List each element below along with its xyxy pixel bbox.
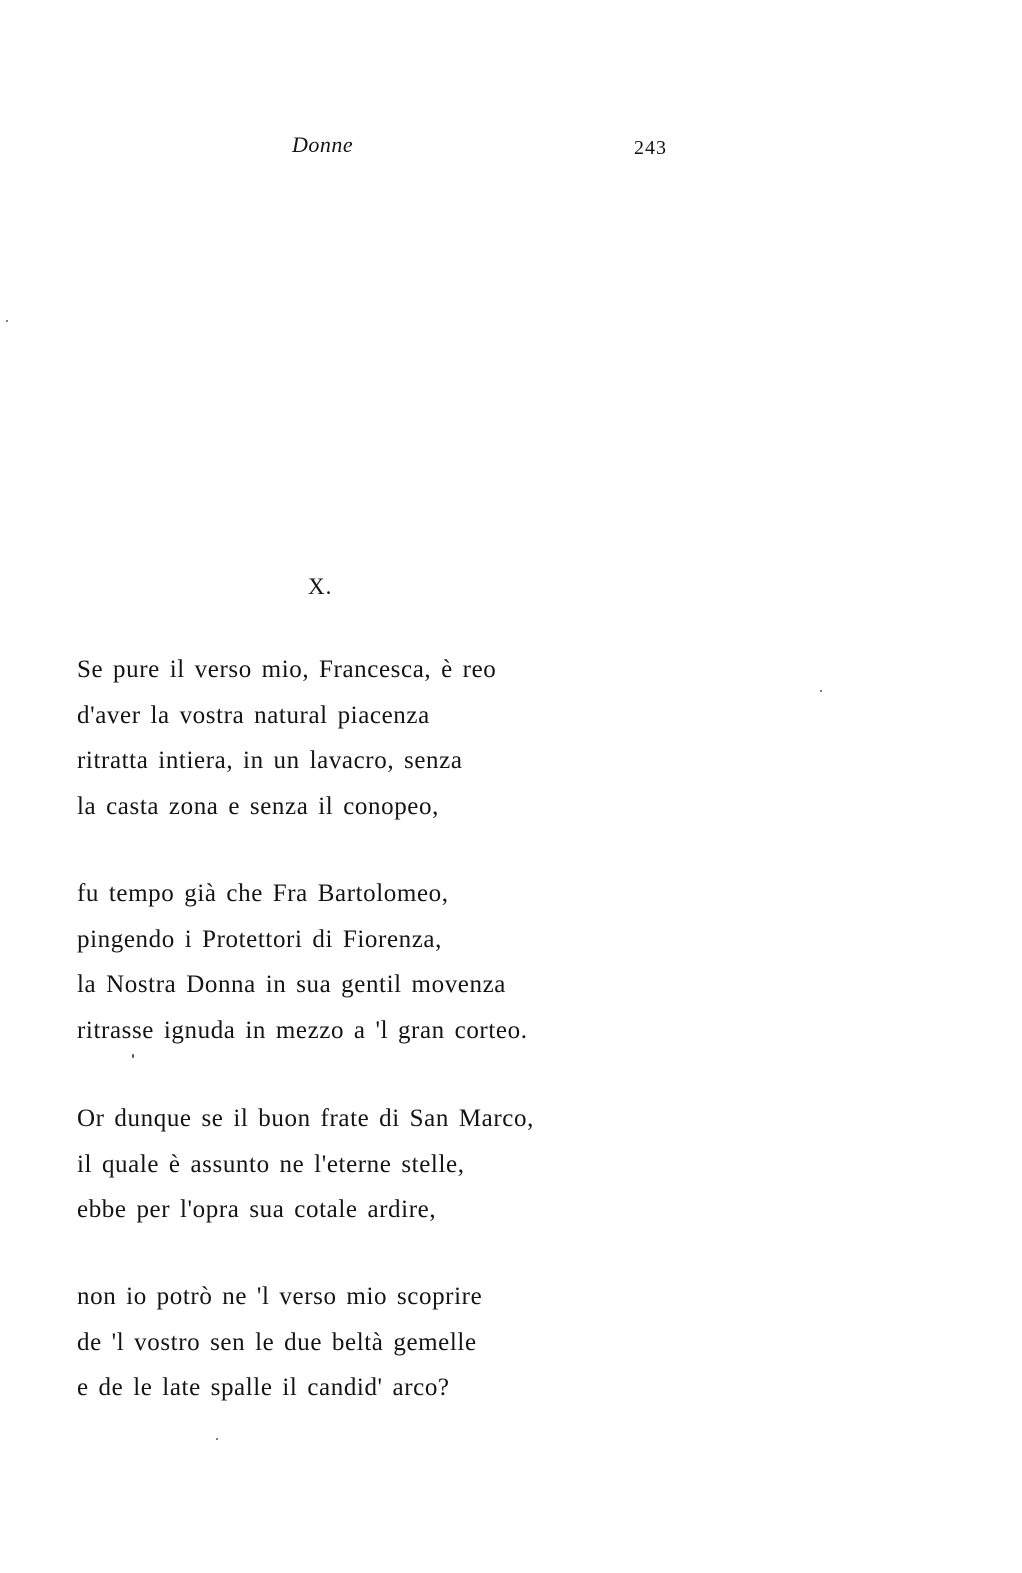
verse-line: la Nostra Donna in sua gentil movenza	[77, 971, 506, 999]
scan-speck	[6, 320, 8, 322]
stanza-1	[77, 647, 496, 830]
page-number: 243	[634, 137, 667, 159]
scan-speck	[820, 690, 822, 692]
poem-section-number: X.	[308, 574, 333, 599]
verse-line: ritrasse ignuda in mezzo a 'l gran corteo.	[77, 1017, 528, 1045]
stanza-3	[77, 1096, 534, 1233]
verse-line: non io potrò ne 'l verso mio scoprire	[77, 1283, 483, 1310]
verse-line: Or dunque se il buon frate di San Marco,	[77, 1105, 534, 1132]
stanza-2	[77, 871, 528, 1054]
verse-line: il quale è assunto ne l'eterne stelle,	[77, 1150, 465, 1178]
scan-speck	[132, 1054, 134, 1058]
verse-line: pingendo i Protettori di Fiorenza,	[77, 925, 442, 953]
verse-line: de 'l vostro sen le due beltà gemelle	[77, 1328, 477, 1356]
verse-line: ebbe per l'opra sua cotale ardire,	[77, 1196, 437, 1224]
verse-line: fu tempo già che Fra Bartolomeo,	[77, 880, 449, 907]
verse-line: ritratta intiera, in un lavacro, senza	[77, 747, 463, 775]
verse-line: la casta zona e senza il conopeo,	[77, 793, 439, 821]
verse-line: e de le late spalle il candid' arco?	[77, 1374, 450, 1402]
verse-line: d'aver la vostra natural piacenza	[77, 701, 430, 729]
scan-speck	[216, 1438, 218, 1440]
verse-line: Se pure il verso mio, Francesca, è reo	[77, 656, 497, 683]
stanza-4	[77, 1274, 482, 1411]
running-title: Donne	[292, 132, 354, 157]
